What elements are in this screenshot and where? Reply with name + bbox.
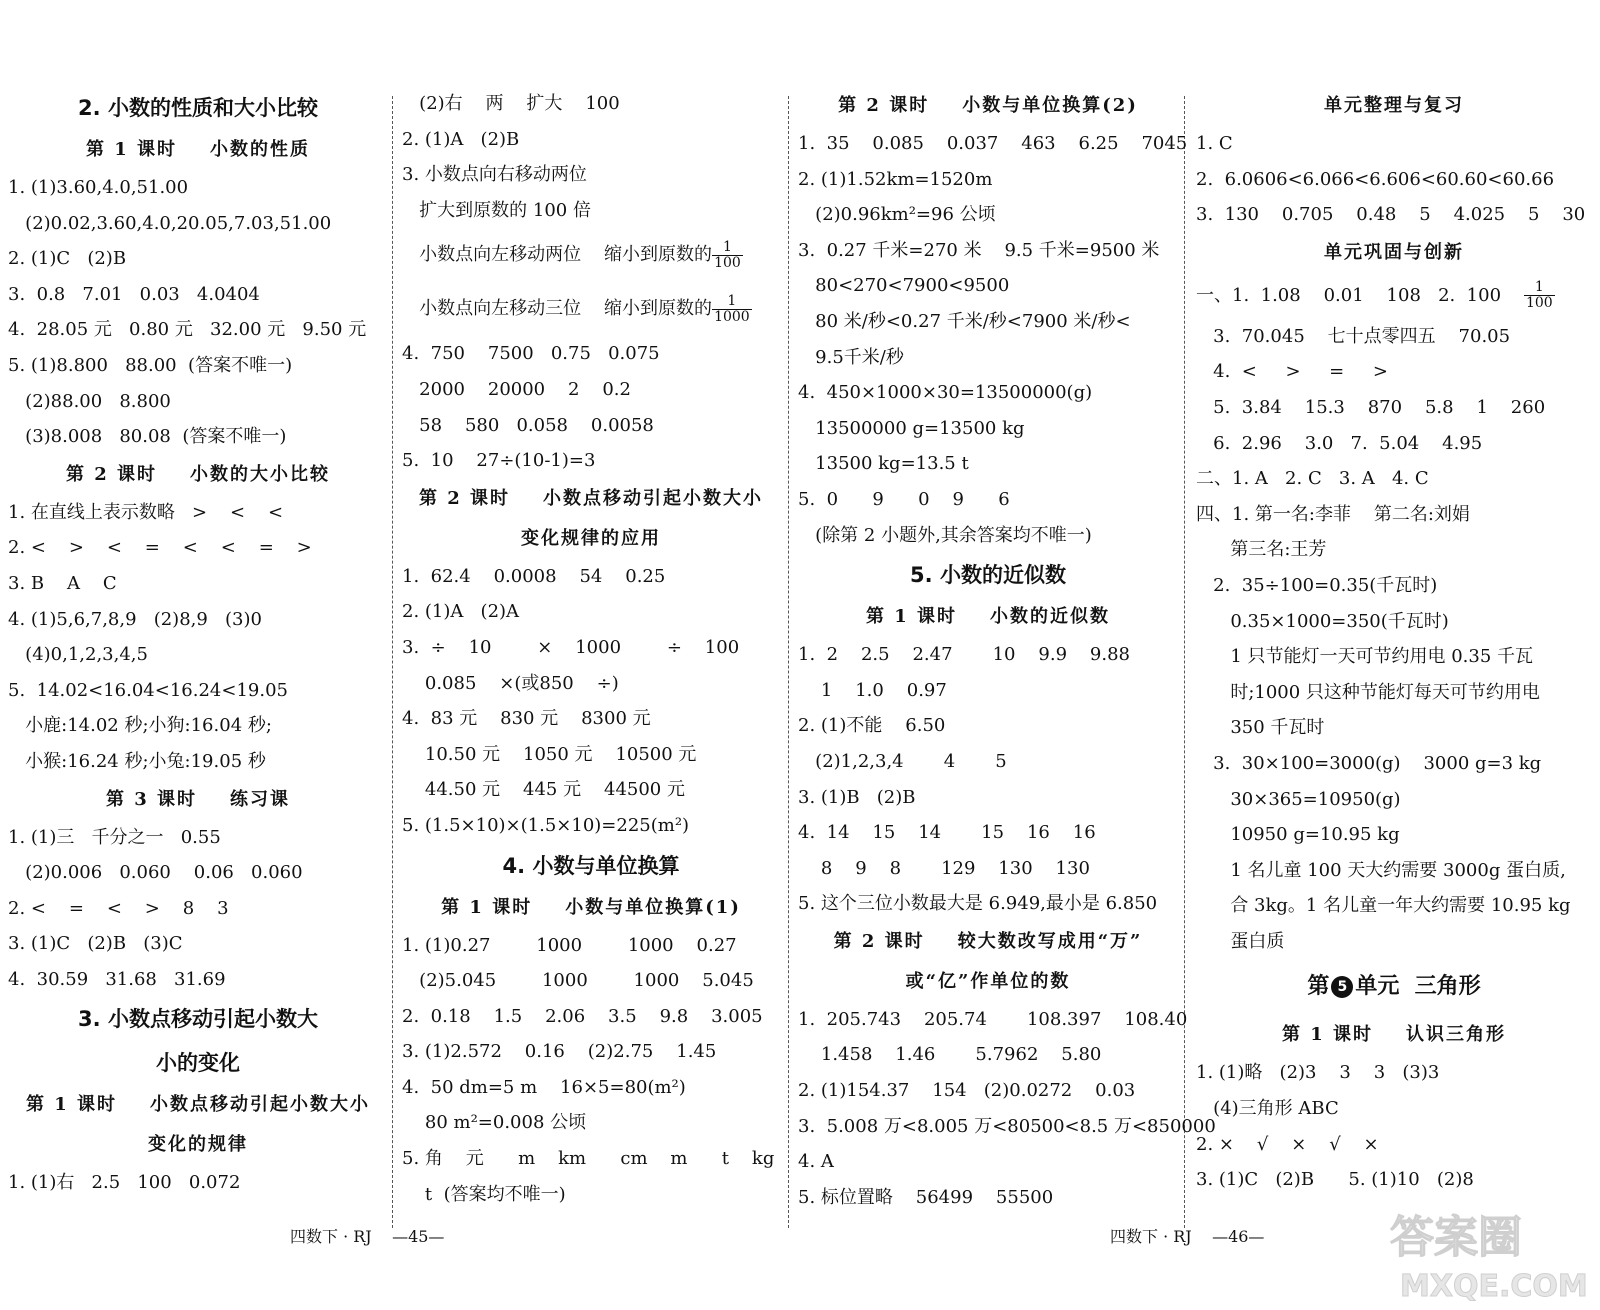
answer-line: 350 千瓦时 [1196,717,1325,739]
answer-line: 3. 小数点向右移动两位 [402,164,587,186]
answer-line: 1. (1)略 (2)3 3 3 (3)3 [1196,1062,1440,1084]
section-title: 4. 小数与单位换算 [502,853,680,878]
answer-line [402,228,780,282]
answer-line: 2. (1)A (2)A [402,601,520,623]
answer-line: 1. 205.743 205.74 108.397 108.40 [798,1008,1188,1030]
answer-line: 2000 20000 2 0.2 [402,378,631,400]
lesson-title: 第 2 课时 小数点移动引起小数大小 [418,487,764,509]
answer-line: 3. (1)C (2)B (3)C [8,933,183,955]
answer-line: 3. 130 0.705 0.48 5 4.025 5 30 [1196,204,1586,226]
answer-line: 8 9 8 129 130 130 [798,857,1090,879]
answer-line: 2. < > < = < < = > [8,537,312,559]
lesson-title: 单元巩固与创新 [1324,241,1464,263]
lesson-title: 第 2 课时 小数的大小比较 [65,463,331,485]
answer-line: 1. (1)3.60,4.0,51.00 [8,177,189,198]
page-footer-right: 四数下 · RJ —46— [1110,1227,1265,1246]
answer-line: 5. (1.5×10)×(1.5×10)=225(m²) [402,814,690,836]
column-divider [788,96,789,1228]
answer-line: (2)5.045 1000 1000 5.045 [402,970,754,992]
fraction-denominator: 1000 [714,308,750,325]
lesson-title: 第 1 课时 小数的性质 [85,139,311,160]
answer-line: 1. (1)三 千分之一 0.55 [8,826,221,848]
lesson-title: 第 1 课时 认识三角形 [1281,1024,1507,1046]
lesson-title: 或“亿”作单位的数 [905,970,1071,992]
answer-line: 5. 0 9 0 9 6 [798,488,1010,510]
answer-line: 小猴:16.24 秒;小兔:19.05 秒 [8,750,266,772]
answer-line: 3. 5.008 万<8.005 万<80500<8.5 万<850000 [798,1115,1216,1137]
answer-line: 3. 0.8 7.01 0.03 4.0404 [8,283,260,305]
answer-column-1 [8,86,388,1246]
fraction [1524,280,1555,311]
answer-line: 1. 35 0.085 0.037 463 6.25 7045 [798,133,1188,154]
answer-line: (2)88.00 8.800 [8,390,171,412]
answer-line: 1. 在直线上表示数略 > < < [8,501,284,523]
answer-line: 5. 10 27÷(10-1)=3 [402,450,596,472]
answer-line: 30×365=10950(g) [1196,788,1401,810]
answer-text: 一、1. 1.08 0.01 108 2. 100 [1196,284,1502,306]
answer-text: 小数点向左移动两位 缩小到原数的 [402,244,713,266]
fraction-denominator: 100 [1525,295,1553,312]
answer-line: 5. 标位置略 56499 55500 [798,1186,1054,1208]
unit-title-text: 单元 三角形 [1355,974,1481,1000]
answer-line: 5. 14.02<16.04<16.24<19.05 [8,679,288,701]
answer-line: 时;1000 只这种节能灯每天可节约用电 [1196,681,1540,703]
answer-line: 扩大到原数的 100 倍 [402,199,591,221]
answer-line: (4)三角形 ABC [1196,1098,1339,1120]
answer-line: 3. 0.27 千米=270 米 9.5 千米=9500 米 [798,239,1160,261]
answer-line: 2. 0.18 1.5 2.06 3.5 9.8 3.005 [402,1005,763,1027]
lesson-title: 单元整理与复习 [1324,95,1464,116]
answer-line: 80 m²=0.008 公顷 [402,1112,587,1134]
column-divider [1184,96,1185,1228]
answer-line: 4. A [798,1151,834,1173]
answer-line: 3. 70.045 七十点零四五 70.05 [1196,325,1511,347]
answer-line: 1 只节能灯一天可节约用电 0.35 千瓦 [1196,646,1534,668]
answer-column-2 [402,86,780,1246]
lesson-title: 第 2 课时 较大数改写成用“万” [833,930,1143,952]
answer-line: 4. 30.59 31.68 31.69 [8,968,226,990]
answer-line: 5. 角 元 m km cm m t kg [402,1148,775,1170]
unit-number-badge: 5 [1331,976,1353,998]
lesson-title: 第 1 课时 小数与单位换算(1) [441,896,741,918]
answer-line: 13500000 g=13500 kg [798,417,1025,439]
answer-line: 2. (1)不能 6.50 [798,715,946,737]
watermark-logo [1380,1196,1590,1306]
answer-line: 3. 30×100=3000(g) 3000 g=3 kg [1196,752,1542,774]
answer-line: 3. (1)C (2)B 5. (1)10 (2)8 [1196,1169,1474,1191]
fraction-numerator: 1 [1524,280,1555,296]
answer-line: 二、1. A 2. C 3. A 4. C [1196,468,1429,490]
answer-line: 合 3kg。1 名儿童一年大约需要 10.95 kg [1196,895,1571,917]
answer-line: 1.458 1.46 5.7962 5.80 [798,1044,1102,1066]
answer-line: 2. 6.0606<6.066<6.606<60.60<60.66 [1196,168,1555,190]
answer-line: 4. 750 7500 0.75 0.075 [402,343,660,365]
answer-line: 3. (1)2.572 0.16 (2)2.75 1.45 [402,1041,717,1063]
section-title: 5. 小数的近似数 [910,563,1066,588]
answer-line: 4. 83 元 830 元 8300 元 [402,708,651,730]
answer-line: (除第 2 小题外,其余答案均不唯一) [798,524,1092,546]
fraction-denominator: 100 [714,254,741,271]
svg-text:答案圈: 答案圈 [1390,1212,1522,1263]
answer-line: 3. ÷ 10 × 1000 ÷ 100 [402,636,740,658]
section-title: 小的变化 [156,1051,240,1076]
answer-line: (2)右 两 扩大 100 [402,93,620,114]
answer-line: 1 1.0 0.97 [798,679,947,701]
unit-title [1196,959,1592,1015]
answer-line: 80 米/秒<0.27 千米/秒<7900 米/秒< [798,310,1131,332]
answer-line: 1. 2 2.5 2.47 10 9.9 9.88 [798,644,1130,666]
answer-line: 4. (1)5,6,7,8,9 (2)8,9 (3)0 [8,608,262,630]
section-title: 2. 小数的性质和大小比较 [78,96,318,120]
answer-line: 80<270<7900<9500 [798,275,1010,297]
answer-line: (2)0.02,3.60,4.0,20.05,7.03,51.00 [8,212,332,234]
answer-line: 5. (1)8.800 88.00 (答案不唯一) [8,354,293,376]
lesson-title: 第 2 课时 小数与单位换算(2) [838,95,1138,116]
answer-text: 小数点向左移动三位 缩小到原数的 [402,298,713,320]
answer-line: 4. < > = > [1196,361,1388,383]
answer-line: (2)1,2,3,4 4 5 [798,750,1007,772]
answer-line [402,282,780,336]
answer-line: 蛋白质 [1196,930,1285,952]
answer-line: t (答案均不唯一) [402,1183,566,1205]
answer-line: (4)0,1,2,3,4,5 [8,644,148,666]
answer-line: 0.35×1000=350(千瓦时) [1196,610,1449,632]
answer-line: 第三名:王芳 [1196,539,1327,561]
fraction-numerator: 1 [712,240,743,256]
answer-line: 5. 这个三位小数最大是 6.949,最小是 6.850 [798,893,1158,915]
lesson-title: 变化的规律 [148,1134,248,1156]
answer-column-4 [1196,86,1592,1246]
fraction-numerator: 1 [712,294,752,310]
lesson-title: 第 1 课时 小数的近似数 [865,606,1111,628]
answer-line: 2. (1)1.52km=1520m [798,168,993,190]
answer-line: 0.085 ×(或850 ÷) [402,672,619,694]
answer-line: 1. (1)0.27 1000 1000 0.27 [402,934,737,956]
answer-line: 1 名儿童 100 天大约需要 3000g 蛋白质, [1196,859,1566,881]
page-footer-left: 四数下 · RJ —45— [290,1227,445,1246]
answer-line: 10.50 元 1050 元 10500 元 [402,743,697,765]
lesson-title: 第 1 课时 小数点移动引起小数大小 [25,1094,371,1116]
answer-line: 6. 2.96 3.0 7. 5.04 4.95 [1196,432,1483,454]
answer-line: 2. 35÷100=0.35(千瓦时) [1196,574,1438,596]
answer-line: 1. (1)右 2.5 100 0.072 [8,1172,241,1194]
answer-line: 10950 g=10.95 kg [1196,824,1400,846]
answer-line: 13500 kg=13.5 t [798,453,969,475]
answer-line: 1. C [1196,133,1233,154]
answer-line: (2)0.006 0.060 0.06 0.060 [8,862,303,884]
lesson-title: 第 3 课时 练习课 [105,788,291,810]
fraction [712,294,752,325]
answer-line: 3. B A C [8,572,117,594]
answer-line: 2. < = < > 8 3 [8,897,229,919]
fraction [712,240,743,271]
unit-title-prefix: 第 [1307,974,1330,1000]
answer-line: 2. (1)A (2)B [402,128,520,150]
column-divider [392,96,393,1228]
lesson-title: 变化规律的应用 [521,527,661,549]
answer-line: 44.50 元 445 元 44500 元 [402,779,685,801]
answer-line: 4. 28.05 元 0.80 元 32.00 元 9.50 元 [8,319,367,341]
svg-text:MXQE.COM: MXQE.COM [1400,1269,1588,1304]
answer-line: 2. (1)154.37 154 (2)0.0272 0.03 [798,1080,1136,1102]
answer-line: 四、1. 第一名:李菲 第二名:刘娟 [1196,503,1470,525]
answer-line: 2. × √ × √ × [1196,1133,1379,1155]
answer-line: 4. 50 dm=5 m 16×5=80(m²) [402,1076,686,1098]
answer-line [1196,273,1592,319]
section-title: 3. 小数点移动引起小数大 [78,1007,318,1032]
answer-line: 3. (1)B (2)B [798,786,916,808]
answer-line: 58 580 0.058 0.0058 [402,414,654,436]
answer-line: 1. 62.4 0.0008 54 0.25 [402,565,666,587]
answer-line: 小鹿:14.02 秒;小狗:16.04 秒; [8,715,272,737]
answer-line: 5. 3.84 15.3 870 5.8 1 260 [1196,396,1546,418]
answer-line: (2)0.96km²=96 公顷 [798,204,996,226]
answer-line: (3)8.008 80.08 (答案不唯一) [8,426,287,448]
answer-line: 2. (1)C (2)B [8,248,127,270]
answer-line: 4. 450×1000×30=13500000(g) [798,382,1093,404]
answer-line: 9.5千米/秒 [798,346,904,368]
answer-line: 4. 14 15 14 15 16 16 [798,822,1096,844]
